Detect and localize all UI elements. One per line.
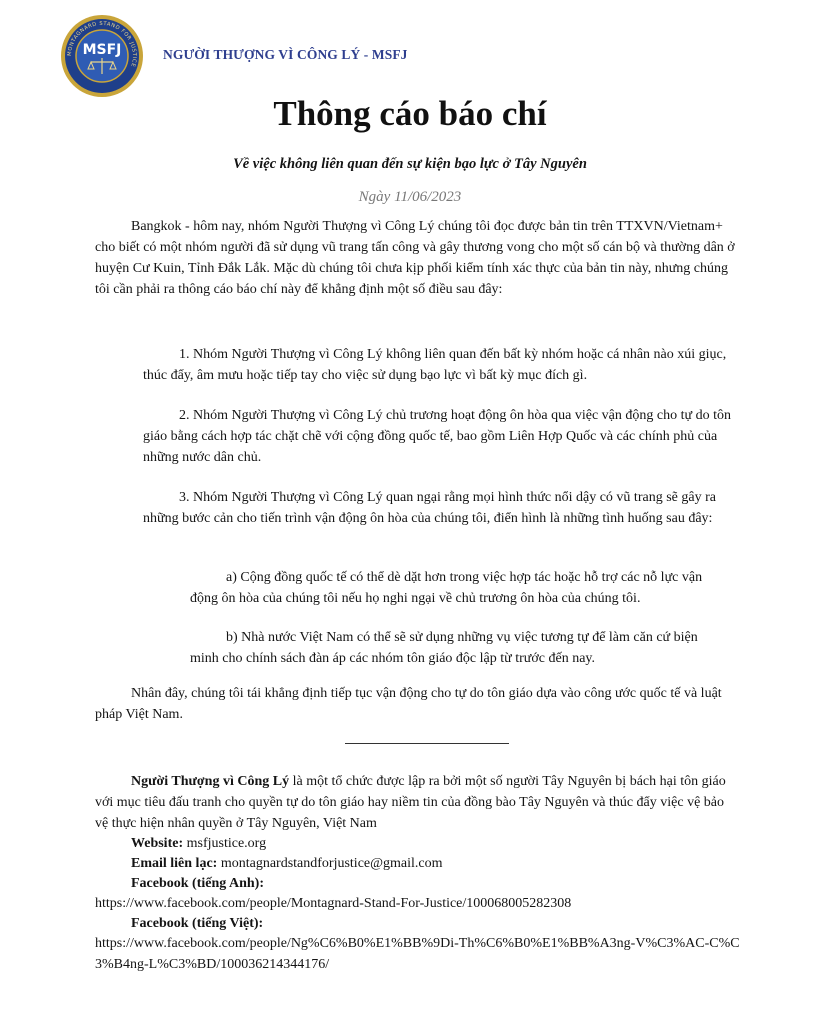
email-line <box>131 853 443 874</box>
website-line <box>131 833 266 854</box>
email-label: Email liên lạc: <box>131 856 218 871</box>
facebook-en-label: Facebook (tiếng Anh): <box>131 876 264 891</box>
logo-ring-text: MONTAGNARD STAND FOR JUSTICE <box>66 20 138 68</box>
logo-text: MSFJ <box>82 42 122 58</box>
list-item: 3. Nhóm Người Thượng vì Công Lý quan ngại rằng mọi hình thức nổi dậy có vũ trang sẽ gây ra những bước cản cho tiến trình vận động ôn hòa của chúng tôi, điển hình là những tình huống sau đây: <box>143 490 716 526</box>
facebook-vi-link[interactable]: https://www.facebook.com/people/Ng%C6%B0%E1%BB%9Di-Th%C6%B0%E1%BB%A3ng-V%C3%AC-C%C3%B4ng-L%C3%BD/100036214344176/ <box>95 936 740 972</box>
sub-list-item: a) Cộng đồng quốc tế có thể dè dặt hơn trong việc hợp tác hoặc hỗ trợ các nỗ lực vận động ôn hòa của chúng tôi nếu họ nghi ngại về chủ trương ôn hòa của chúng tôi. <box>190 570 703 606</box>
msfj-logo <box>60 14 144 98</box>
about-paragraph <box>95 771 735 834</box>
closing-paragraph: Nhân đây, chúng tôi tái khẳng định tiếp tục vận động cho tự do tôn giáo dựa vào công ước quốc tế và luật pháp Việt Nam. <box>95 686 722 722</box>
page-title: Thông cáo báo chí <box>273 94 547 133</box>
msfj-seal-icon <box>60 14 144 98</box>
org-name: NGƯỜI THƯỢNG VÌ CÔNG LÝ - MSFJ <box>163 47 408 62</box>
sub-list-item: b) Nhà nước Việt Nam có thể sẽ sử dụng những vụ việc tương tự để làm căn cứ biện minh cho chính sách đàn áp các nhóm tôn giáo độc lập từ trước đến nay. <box>190 630 698 666</box>
intro-paragraph: Bangkok - hôm nay, nhóm Người Thượng vì Công Lý chúng tôi đọc được bản tin trên TTXVN/Vietnam+ cho biết có một nhóm người đã sử dụng vũ trang tấn công và gây thương vong cho một số cán bộ và thường dân ở huyện Cư Kuin, Tỉnh Đắk Lắk. Mặc dù chúng tôi chưa kịp phối kiểm tính xác thực của bản tin này, nhưng chúng tôi cần phải ra thông cáo báo chí này để khẳng định một số điều sau đây: <box>95 219 735 297</box>
facebook-vi-label: Facebook (tiếng Việt): <box>131 916 264 931</box>
about-org-name: Người Thượng vì Công Lý <box>131 774 290 789</box>
facebook-en-link[interactable]: https://www.facebook.com/people/Montagnard-Stand-For-Justice/100068005282308 <box>95 896 572 911</box>
about-text: là một tổ chức được lập ra bởi một số người Tây Nguyên bị bách hại tôn giáo với mục tiêu đấu tranh cho quyền tự do tôn giáo hay niềm tin của đồng bào Tây Nguyên và thúc đẩy việc vệ bảo vệ thực hiện nhân quyền ở Tây Nguyên, Việt Nam <box>95 774 726 831</box>
list-item: 1. Nhóm Người Thượng vì Công Lý không liên quan đến bất kỳ nhóm hoặc cá nhân nào xúi giục, thúc đẩy, âm mưu hoặc tiếp tay cho việc sử dụng bạo lực vì bất kỳ mục đích gì. <box>143 347 727 383</box>
email-link[interactable]: montagnardstandforjustice@gmail.com <box>217 856 443 871</box>
subtitle: Về việc không liên quan đến sự kiện bạo lực ở Tây Nguyên <box>233 156 587 172</box>
website-link[interactable]: msfjustice.org <box>183 836 267 851</box>
release-date: Ngày 11/06/2023 <box>358 189 462 205</box>
list-item: 2. Nhóm Người Thượng vì Công Lý chủ trương hoạt động ôn hòa qua việc vận động cho tự do tôn giáo bằng cách hợp tác chặt chẽ với cộng đồng quốc tế, bao gồm Liên Hợp Quốc và các chính phủ của những nước dân chủ. <box>143 408 731 465</box>
website-label: Website: <box>131 836 184 851</box>
header <box>60 14 800 100</box>
divider <box>345 743 509 744</box>
